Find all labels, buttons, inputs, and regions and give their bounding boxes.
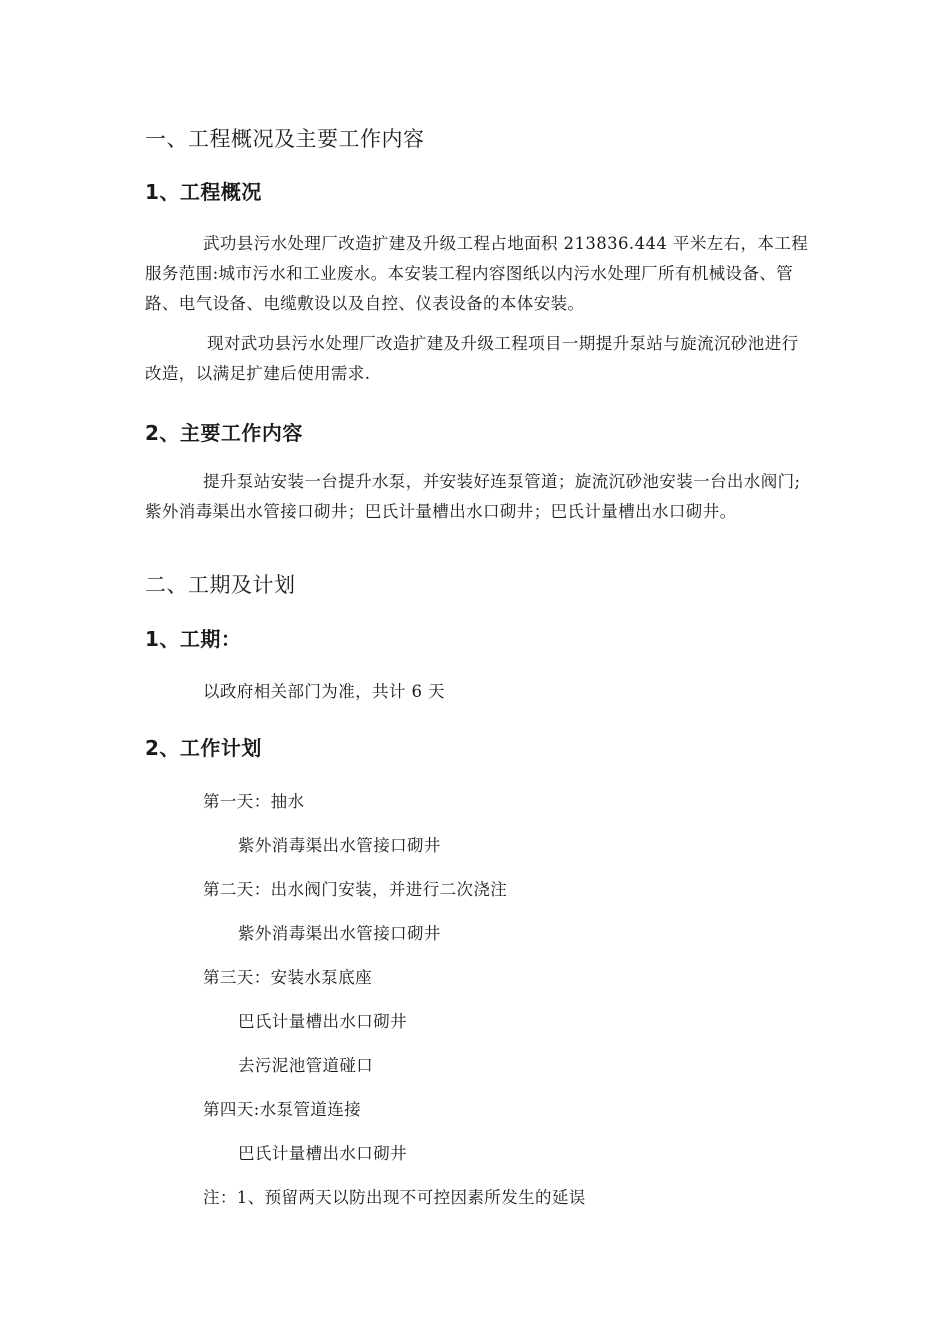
section1-sub2-heading: 2、主要工作内容 [145,421,303,445]
renovation-paragraph: 现对武功县污水处理厂改造扩建及升级工程项目一期提升泵站与旋流沉砂池进行改造，以满足扩建后使用需求. [145,334,799,383]
plan-day3-task2: 去污泥池管道碰口 [238,1056,374,1075]
plan-day3-task1: 巴氏计量槽出水口砌井 [238,1012,407,1031]
plan-day1: 第一天：抽水 [203,792,305,811]
duration-text: 以政府相关部门为准，共计 6 天 [203,682,445,701]
plan-note: 注：1、预留两天以防出现不可控因素所发生的延误 [203,1188,586,1207]
plan-day3: 第三天：安装水泵底座 [203,968,372,987]
plan-day4-task: 巴氏计量槽出水口砌井 [238,1144,407,1163]
section1-heading: 一、工程概况及主要工作内容 [145,127,425,151]
section1-sub1-heading: 1、工程概况 [145,180,262,204]
plan-day4: 第四天:水泵管道连接 [203,1100,362,1119]
section2-heading: 二、工期及计划 [145,573,296,597]
main-work-paragraph: 提升泵站安装一台提升水泵，并安装好连泵管道；旋流沉砂池安装一台出水阀门;紫外消毒渠出水管接口砌井；巴氏计量槽出水口砌井；巴氏计量槽出水口砌井。 [145,472,801,521]
plan-day2-task: 紫外消毒渠出水管接口砌井 [238,924,441,943]
plan-day2: 第二天：出水阀门安装，并进行二次浇注 [203,880,508,899]
project-overview-paragraph: 武功县污水处理厂改造扩建及升级工程占地面积 213836.444 平米左右，本工程服务范围:城市污水和工业废水。本安装工程内容图纸以内污水处理厂所有机械设备、管路、电气设备、电缆敷设以及自控、仪表设备的本体安装。 [145,234,809,313]
plan-day1-task: 紫外消毒渠出水管接口砌井 [238,836,441,855]
section2-sub2-heading: 2、工作计划 [145,736,262,760]
section2-sub1-heading: 1、工期： [145,627,242,651]
